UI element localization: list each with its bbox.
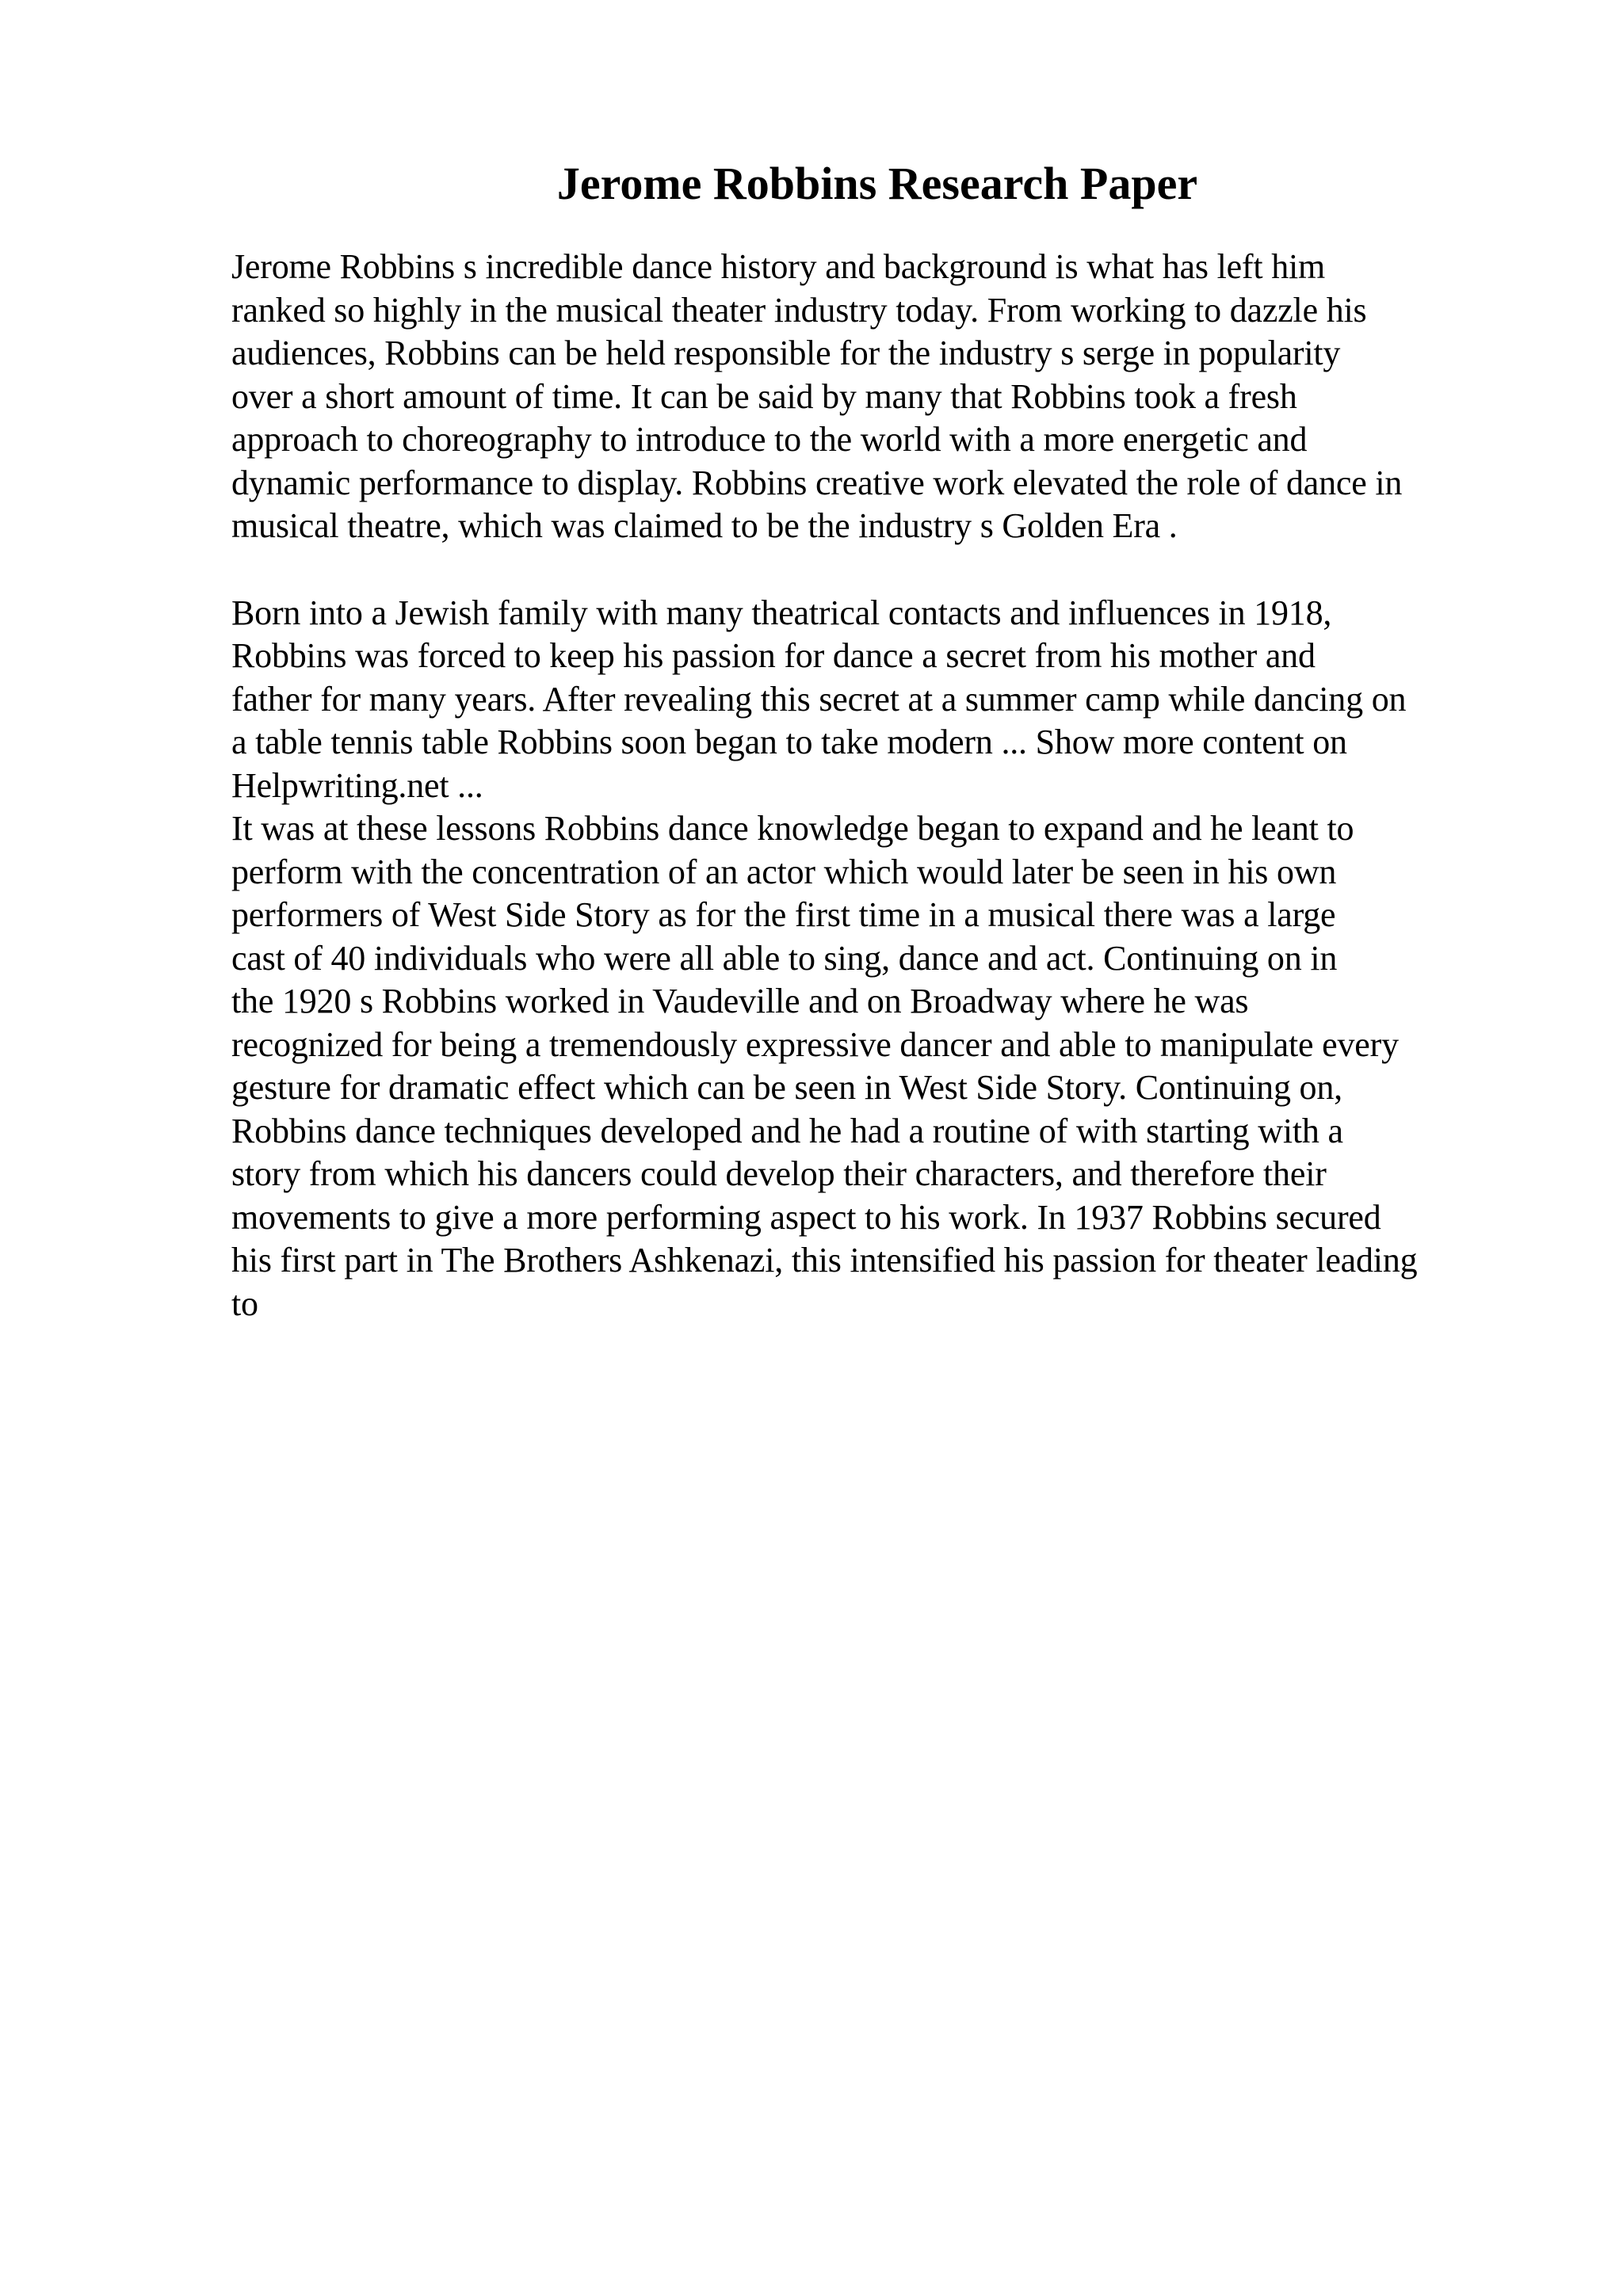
paragraph-line: Helpwriting.net ... [231,765,483,805]
paragraph-line: Robbins was forced to keep his passion for dance a secret from his mother and [231,636,1316,675]
paragraph-line: recognized for being a tremendously expressive dancer and able to manipulate every [231,1024,1399,1064]
paragraph-line: Born into a Jewish family with many theatrical contacts and influences in 1918, [231,593,1332,632]
paragraph-intro [231,246,1515,548]
paragraph-line: movements to give a more performing aspect to his work. In 1937 Robbins secured [231,1197,1381,1237]
paragraph-line: to [231,1283,258,1323]
paragraph-line: gesture for dramatic effect which can be seen in West Side Story. Continuing on, [231,1068,1342,1107]
paragraph-line: the 1920 s Robbins worked in Vaudeville and on Broadway where he was [231,982,1249,1020]
paragraph-line: ranked so highly in the musical theater industry today. From working to dazzle his [231,290,1367,330]
paragraph-lessons [231,807,1515,1325]
paragraph-line: Robbins dance techniques developed and he had a routine of with starting with a [231,1111,1343,1150]
paragraph-line: cast of 40 individuals who were all able to sing, dance and act. Continuing on in [231,938,1338,978]
paragraph-line: musical theatre, which was claimed to be the industry s Golden Era . [231,506,1178,545]
paragraph-line: performers of West Side Story as for the first time in a musical there was a large [231,895,1336,934]
document-body [231,246,1515,1325]
paragraph-line: audiences, Robbins can be held responsible for the industry s serge in popularity [231,334,1341,372]
paragraph-line: perform with the concentration of an actor which would later be seen in his own [231,852,1337,891]
paragraph-line: a table tennis table Robbins soon began to take modern ... Show more content on [231,723,1347,761]
paragraph-line: father for many years. After revealing this secret at a summer camp while dancing on [231,679,1407,719]
paragraph-background [231,592,1515,808]
paragraph-spacer [231,548,1515,592]
document-title: Jerome Robbins Research Paper [556,158,1198,209]
paragraph-line: his first part in The Brothers Ashkenazi, this intensified his passion for theater leading [231,1241,1418,1280]
paragraph-line: Jerome Robbins s incredible dance history and background is what has left him [231,247,1326,286]
paragraph-line: approach to choreography to introduce to the world with a more energetic and [231,420,1308,459]
paragraph-line: dynamic performance to display. Robbins creative work elevated the role of dance in [231,463,1403,502]
paragraph-line: over a short amount of time. It can be said by many that Robbins took a fresh [231,376,1297,416]
paragraph-line: story from which his dancers could develop their characters, and therefore their [231,1154,1327,1193]
paragraph-line: It was at these lessons Robbins dance knowledge began to expand and he leant to [231,809,1354,848]
